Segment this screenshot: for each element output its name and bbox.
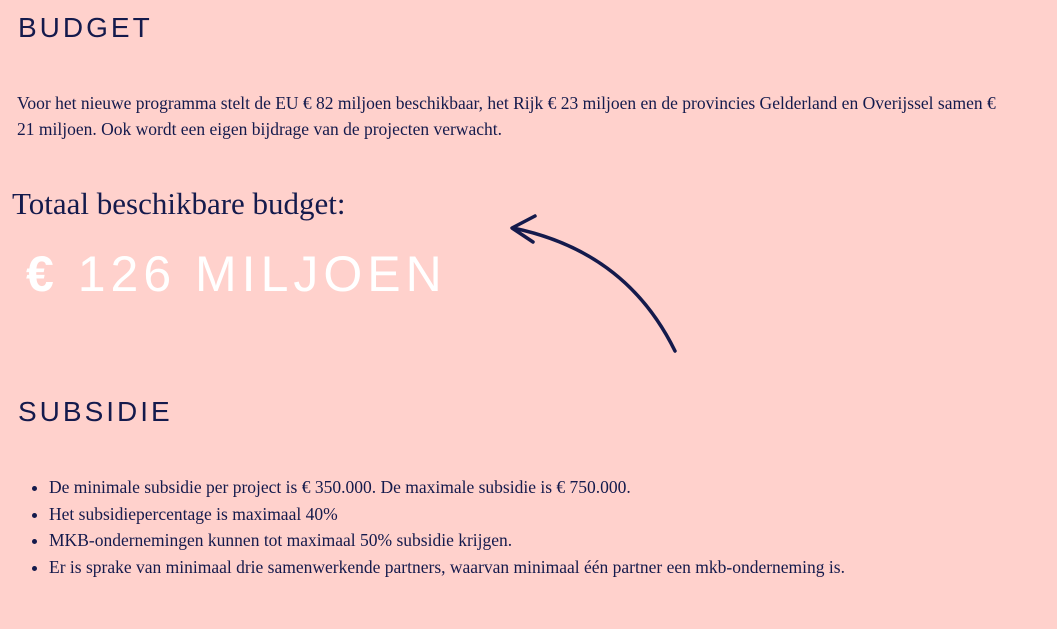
list-item: • Het subsidiepercentage is maximaal 40% bbox=[49, 501, 1009, 528]
total-budget-value: 126 MILJOEN bbox=[77, 246, 447, 302]
budget-paragraph: Voor het nieuwe programma stelt de EU € 82 miljoen beschikbaar, het Rijk € 23 miljoen en de provincies Gelderland en Overijssel samen € 21 miljoen. Ook wordt een eigen bijdrage van de projecten verwacht. bbox=[17, 93, 996, 139]
curved-arrow-icon bbox=[505, 210, 685, 360]
list-item: • De minimale subsidie per project is € 350.000. De maximale subsidie is € 750.000. bbox=[49, 474, 1009, 501]
total-budget-label: Totaal beschikbare budget: bbox=[12, 186, 346, 221]
subsidie-list bbox=[20, 474, 1009, 580]
list-item: • MKB-ondernemingen kunnen tot maximaal 50% subsidie krijgen. bbox=[49, 527, 1009, 554]
list-item: • Er is sprake van minimaal drie samenwerkende partners, waarvan minimaal één partner een mkb-onderneming is. bbox=[49, 554, 1009, 581]
subsidie-heading: SUBSIDIE bbox=[18, 396, 173, 427]
currency-symbol: € bbox=[26, 246, 59, 302]
total-budget-amount bbox=[26, 245, 447, 303]
budget-heading: BUDGET bbox=[18, 12, 153, 43]
